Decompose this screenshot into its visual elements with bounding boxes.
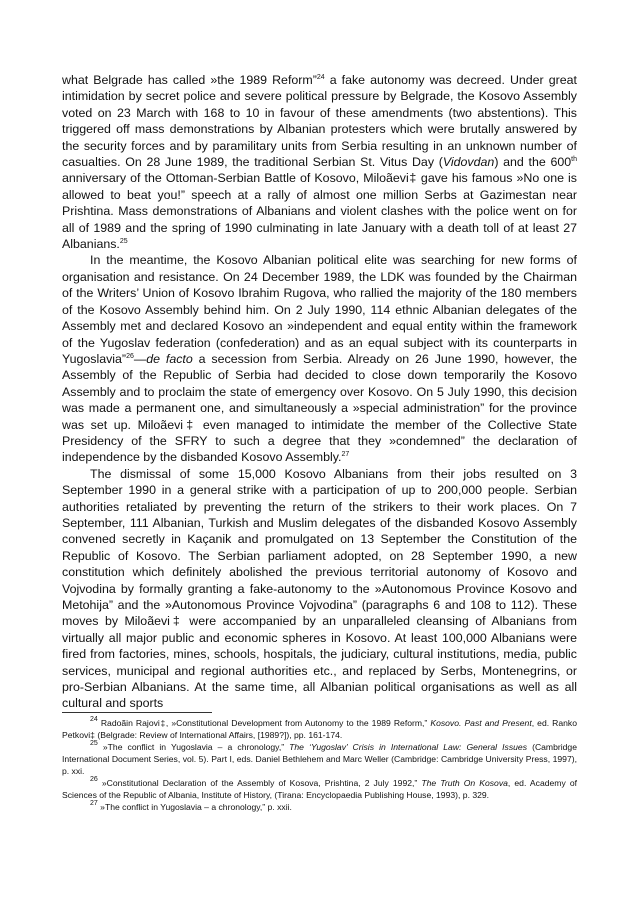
footnote	[62, 777, 577, 801]
text-run: a secession from Serbia. Already on 26 June 1990, however, the Assembly of the Republic of Serbia had decided to close down temporarily the Kosovo Assembly and to proclaim the state of emergency over Kosovo. On 5 July 1990, this decision was made a permanent one, and simultaneously a »special administration” for the province was set up. Miloãevi‡ even managed to intimidate the member of the Collective State Presidency of the SFRY to such a degree that they »condemned” the declaration of independence by the disbanded Kosovo Assembly.	[62, 351, 578, 465]
text-run: (Cambridge International Document Series, vol. 5). Part I, eds. Daniel Bethlehem and Marc Weller (Cambridge: Cambridge University Press, 1997), p. xxi.	[62, 742, 577, 776]
footnote-number: 25	[90, 740, 98, 747]
text-run: »The conflict in Yugoslavia – a chronology,”	[97, 742, 290, 752]
footnote-divider	[62, 712, 212, 713]
text-run: ) and the 600	[494, 155, 572, 170]
text-run: anniversary of the Ottoman-Serbian Battle of Kosovo, Miloãevi‡ gave his famous »No one is allowed to beat you!” speech at a rally of almost one million Serbs at Gazimestan near Prishtina. Mass demonstrations of Albanians and violent clashes with the police went on for all of 1989 and the spring of 1990 culminating in late January with a death toll of at least 27 Albanians.	[62, 171, 577, 252]
footnote-ref: 24	[316, 74, 325, 81]
text-run: , ed. Academy of Sciences of the Republic of Albania, Institute of History, (Tirana: Encyclopaedia Publishing House, 1993), p. 329.	[62, 778, 577, 800]
footnote	[62, 741, 577, 777]
text-run: »Constitutional Declaration of the Assembly of Kosova, Prishtina, 2 July 1992,”	[97, 778, 422, 788]
footnote	[62, 717, 577, 741]
text-run: »The conflict in Yugoslavia – a chronology,” p. xxii.	[97, 802, 292, 812]
footnote-number: 24	[90, 716, 98, 723]
footnote	[62, 801, 577, 813]
text-run: The Truth On Kosova	[421, 778, 508, 788]
text-run: The ‘Yugoslav’ Crisis in International Law: General Issues	[289, 742, 527, 752]
footnote-number: 27	[90, 800, 98, 807]
footnote-number: 26	[90, 776, 98, 783]
footnote-ref: th	[571, 156, 577, 164]
footnotes-section	[62, 712, 577, 813]
text-run: what Belgrade has called »the 1989 Reform”	[62, 73, 317, 87]
text-run: In the meantime, the Kosovo Albanian political elite was searching for new forms of organisation and resistance. On 24 December 1989, the LDK was founded by the Chairman of the Writers’ Union of Kosovo Ibrahim Rugova, who rallied the majority of the 180 members of the Kosovo Assembly behind him. On 2 July 1990, 114 ethnic Albanian delegates of the Assembly met and declared Kosovo an »independent and equal entity within the framework of the Yugoslav federation (confederation) and as an equal subject with its counterparts in Yugoslavia”	[62, 253, 577, 366]
paragraph	[62, 252, 577, 465]
paragraph	[62, 466, 577, 712]
text-run: a fake autonomy was decreed. Under great intimidation by secret police and severe political pressure by Belgrade, the Kosovo Assembly voted on 23 March with 168 to 10 in favour of these amendments (two abstentions). This triggered off mass demonstrations by Albanian protesters which were brutally answered by the security forces and by paramilitary units from Serbia resulting in an unknown number of casualties. On 28 June 1989, the traditional Serbian St. Vitus Day (	[62, 73, 577, 170]
document-page	[62, 72, 577, 712]
footnote-ref: 27	[341, 451, 350, 459]
text-run: —	[133, 351, 147, 366]
body-text	[62, 72, 577, 712]
footnote-list	[62, 717, 577, 813]
text-run: , ed. Ranko Petkovi‡ (Belgrade: Review of International Affairs, [1989?]), pp. 161-174.	[62, 718, 578, 740]
text-run: Vidovdan	[442, 155, 495, 170]
text-run: The dismissal of some 15,000 Kosovo Albanians from their jobs resulted on 3 September 1990 in a general strike with a participation of up to 200,000 people. Serbian authorities retaliated by preventing the return of the strikers to their work places. On 7 September, 111 Albanian, Turkish and Muslim delegates of the disbanded Kosovo Assembly convened secretly in Kaçanik and promulgated on 13 September the Constitution of the Republic of Kosovo. The Serbian parliament adopted, on 28 September 1990, a new constitution which definitely abolished the previous territorial autonomy of Kosovo and Vojvodina by formally granting a fake-autonomy to the »Autonomous Province Kosovo and Metohija” and the »Autonomous Province Vojvodina” (paragraphs 6 and 108 to 112). These moves by Miloãevi‡ were accompanied by an unparalleled cleansing of Albanians from virtually all major public and economic spheres in Kosovo. At least 100,000 Albanians were fired from factories, mines, schools, hospitals, the judiciary, cultural institutions, media, public services, municipal and regional authorities etc., and replaced by Serbs, Montenegrins, or pro-Serbian Albanians. At the same time, all Albanian political organisations as well as all cultural and sports	[62, 466, 577, 711]
paragraph	[62, 72, 577, 252]
text-run: Kosovo. Past and Present	[430, 718, 532, 728]
footnote-ref: 26	[126, 352, 134, 360]
text-run: Radoãin Rajovi‡, »Constitutional Development from Autonomy to the 1989 Reform,”	[97, 718, 431, 728]
footnote-ref: 25	[119, 238, 128, 246]
text-run: de facto	[146, 351, 193, 366]
